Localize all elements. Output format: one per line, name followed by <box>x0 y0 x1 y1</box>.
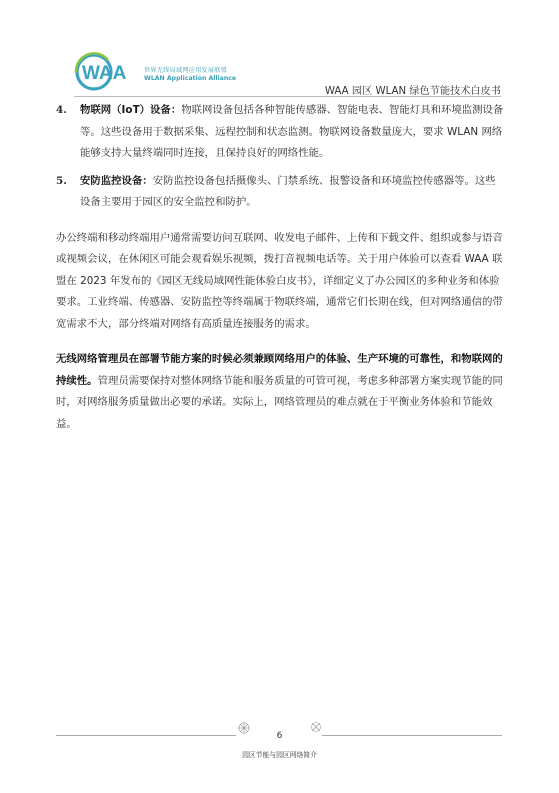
list-item-number: 4. <box>56 104 67 116</box>
list-item <box>56 100 504 165</box>
page-header <box>0 0 559 100</box>
paragraph-text: 管理员需要保持对整体网络节能和服务质量的可管可视，考虑多种部署方案实现节能的同时，对网络服务质量做出必要的承诺。实际上，网络管理员的难点就在于平衡业务体验和节能效益。 <box>56 374 503 430</box>
page-body <box>56 100 504 445</box>
paragraph-emphasis: 无线网络管理员在部署节能方案的时候必须兼顾网络用户的体验、生产环境的可靠性，和物联网的持续性。 <box>56 353 503 387</box>
header-divider <box>74 96 501 97</box>
list-item-body: 物联网设备包括各种智能传感器、智能电表、智能灯具和环境监测设备等。这些设备用于数据采集、远程控制和状态监测。物联网设备数量庞大，要求 WLAN 网络能够支持大量终端同时连接，且保持良好的网络性能。 <box>80 104 504 159</box>
list-item-heading: 物联网（IoT）设备： <box>80 104 182 116</box>
list-item <box>56 171 504 214</box>
document-title: WAA 园区 WLAN 绿色节能技术白皮书 <box>324 86 501 97</box>
list-item-heading: 安防监控设备： <box>80 174 153 187</box>
page-number: 6 <box>276 731 283 741</box>
list-item-body: 安防监控设备包括摄像头、门禁系统、报警设备和环境监控传感器等。这些设备主要用于园区的安全监控和防护。 <box>80 174 496 208</box>
logo-mark-text: WAA <box>82 63 127 84</box>
list-item-number: 5. <box>56 174 67 187</box>
waa-logo <box>74 50 254 94</box>
logo-chinese-name: 世界无线局域网应用发展联盟 <box>144 67 228 74</box>
footer-section-title: 园区节能与园区网络简介 <box>242 751 317 759</box>
waa-logo-icon <box>74 50 142 94</box>
paragraph-network-admin <box>56 349 504 435</box>
logo-english-name: WLAN Application Alliance <box>144 75 237 82</box>
paragraph-user-experience: 办公终端和移动终端用户通常需要访问互联网、收发电子邮件、上传和下载文件、组织或参与语音或视频会议，在休闲区可能会观看娱乐视频，拨打音视频电话等。关于用户体验可以查看 WAA 联盟在 2023 年发布的《园区无线局域网性能体验白皮书》，详细定义了办公园区的多种业务和体验要求。工业终端、传感器、安防监控等终端属于物联终端，通常它们长期在线，但对网络通信的带宽需求不大，部分终端对网络有高质量连接服务的需求。 <box>56 231 503 330</box>
